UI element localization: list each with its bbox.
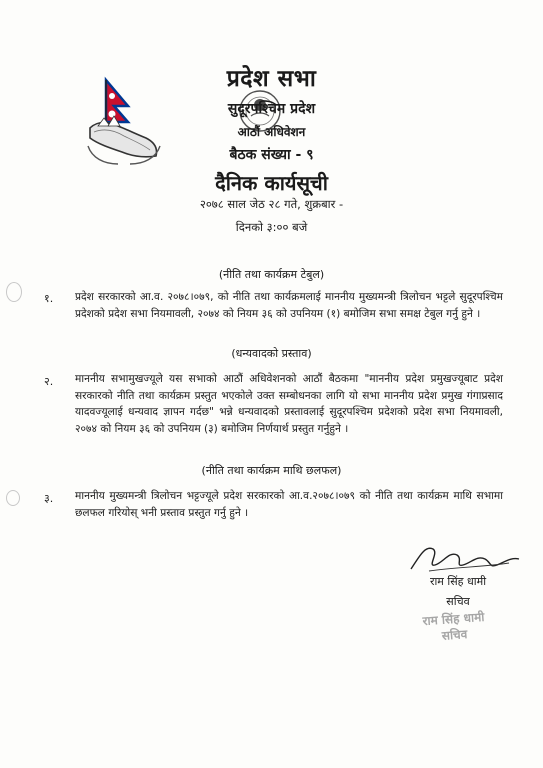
section-heading: (नीति तथा कार्यक्रम माथि छलफल) bbox=[201, 464, 342, 477]
meeting-time: दिनको ३:०० बजे bbox=[235, 220, 308, 234]
meeting-number: बैठक संख्या - ९ bbox=[229, 147, 314, 163]
agenda-item-text: माननीय मुख्यमन्त्री त्रिलोचन भट्टज्यूले प्रदेश सरकारको आ.व.२०७८।०७९ को नीति तथा कार्यक्रम माथि सभामा छलफल गरियोस् भनी प्रस्ताव प्रस्तुत गर्नु हुने । bbox=[75, 490, 503, 519]
handwritten-signature-icon bbox=[405, 537, 525, 577]
section-heading: (नीति तथा कार्यक्रम टेबुल) bbox=[218, 268, 325, 281]
scan-hole-mark bbox=[6, 490, 20, 506]
session-label: आठौं अधिवेशन bbox=[237, 125, 306, 139]
stamp-name: राम सिंह धामी bbox=[422, 609, 485, 629]
agenda-item-text: माननीय सभामुखज्यूले यस सभाको आठौं अधिवेशनको आठौं बैठकमा "माननीय प्रदेश प्रमुखज्यूबाट प्रदेश सरकारको नीति तथा कार्यक्रम प्रस्तुत भएकोले उक्त सम्बोधनका लागि यो सभा माननीय प्रदेश प्रमुख गंगाप्रसाद यादवज्यूलाई धन्यवाद ज्ञापन गर्दछ" भन्ने धन्यवादको प्रस्तावलाई सुदूरपश्चिम प्रदेशको प्रदेश सभा नियमावली, २०७४ को नियम ३६ को उपनियम (३) बमोजिम निर्णयार्थ प्रस्तुत गर्नुहुने । bbox=[75, 373, 503, 435]
name-stamp bbox=[403, 608, 505, 647]
agenda-title: दैनिक कार्यसूची bbox=[215, 171, 328, 195]
section-heading: (धन्यवादको प्रस्ताव) bbox=[231, 347, 312, 360]
assembly-title: प्रदेश सभा bbox=[226, 66, 317, 92]
item-number: ३. bbox=[44, 492, 54, 505]
meeting-date: २०७८ साल जेठ २८ गते, शुक्रबार - bbox=[199, 197, 344, 211]
item-number: १. bbox=[44, 292, 54, 305]
scan-hole-mark bbox=[6, 282, 22, 302]
signatory-name: राम सिंह धामी bbox=[429, 575, 487, 588]
item-number: २. bbox=[44, 375, 54, 388]
signatory-designation: सचिव bbox=[446, 595, 470, 608]
province-name: सुदूरपश्चिम प्रदेश bbox=[227, 101, 316, 117]
agenda-item-text: प्रदेश सरकारको आ.व. २०७८।०७९, को नीति तथा कार्यक्रमलाई माननीय मुख्यमन्त्री त्रिलोचन भट्टले सुदूरपश्चिम प्रदेशको प्रदेश सभा नियमावली, २०७४ को नियम ३६ को उपनियम (१) बमोजिम सभा समक्ष टेबुल गर्नु हुने । bbox=[75, 291, 503, 320]
stamp-designation: सचिव bbox=[441, 627, 468, 643]
